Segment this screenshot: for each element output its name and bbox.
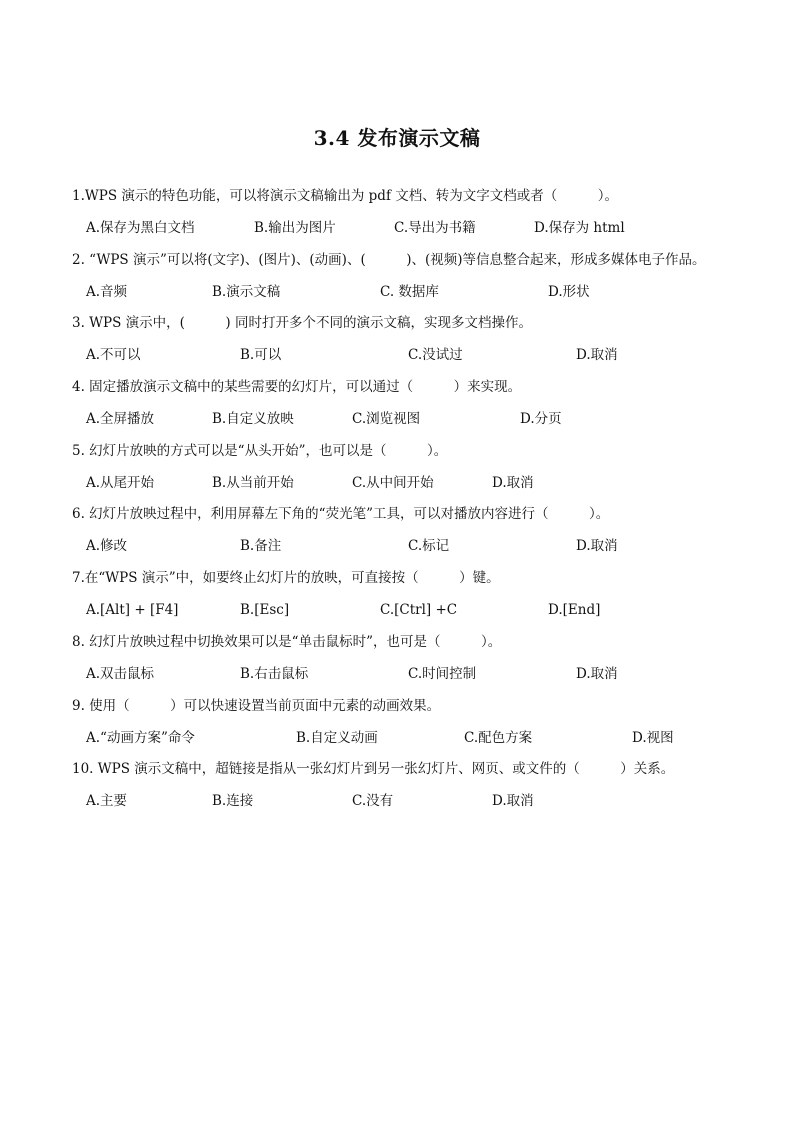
question-text: 10. WPS 演示文稿中，超链接是指从一张幻灯片到另一张幻灯片、网页、或文件的（ ）关系。: [72, 761, 675, 778]
option-a: A.修改: [86, 538, 128, 555]
option-b: B.可以: [240, 347, 282, 364]
option-b: B.备注: [240, 538, 282, 555]
option-c: C.浏览视图: [352, 411, 421, 428]
option-d: D.保存为 html: [534, 220, 625, 236]
question-9: [72, 691, 722, 755]
option-a: A.[Alt] + [F4]: [86, 602, 179, 619]
option-a: A.主要: [86, 793, 128, 810]
option-d: D.分页: [520, 411, 562, 428]
question-text: 5. 幻灯片放映的方式可以是“从头开始”，也可以是（ ）。: [72, 442, 448, 459]
option-a: A.不可以: [86, 347, 141, 364]
option-c: C. 数据库: [380, 283, 439, 300]
question-2: [72, 245, 722, 309]
option-d: D.取消: [576, 538, 618, 555]
page-title: 3.4 发布演示文稿: [313, 126, 481, 150]
option-c: C.标记: [408, 538, 450, 555]
question-text: 3. WPS 演示中，( ) 同时打开多个不同的演示文稿，实现多文档操作。: [72, 315, 532, 332]
question-text: 1.WPS 演示的特色功能，可以将演示文稿输出为 pdf 文档、转为文字文档或者（ ）。: [72, 188, 618, 204]
option-d: D.取消: [576, 665, 618, 682]
question-text: 2. “WPS 演示”可以将(文字)、(图片)、(动画)、( )、(视频)等信息整合起来，形成多媒体电子作品。: [72, 251, 706, 268]
question-text: 8. 幻灯片放映过程中切换效果可以是“单击鼠标时”，也可是（ ）。: [72, 633, 502, 650]
option-c: C.从中间开始: [352, 474, 434, 491]
question-8: [72, 627, 722, 691]
option-d: D.取消: [576, 347, 618, 364]
question-list: [72, 181, 722, 818]
question-text: 7.在“WPS 演示”中，如要终止幻灯片的放映，可直接按（ ）键。: [72, 570, 500, 587]
option-d: D.取消: [492, 793, 534, 810]
option-b: B.自定义放映: [212, 411, 294, 428]
option-c: C.[Ctrl] +C: [380, 602, 458, 619]
option-d: D.形状: [548, 283, 590, 300]
question-7: [72, 563, 722, 627]
option-a: A.全屏播放: [86, 411, 155, 428]
option-d: D.[End]: [548, 602, 601, 619]
question-3: [72, 308, 722, 372]
question-4: [72, 372, 722, 436]
question-5: [72, 436, 722, 500]
option-b: B.演示文稿: [212, 283, 281, 300]
option-b: B.右击鼠标: [240, 665, 309, 682]
option-b: B.输出为图片: [254, 220, 336, 236]
option-d: D.视图: [632, 729, 674, 746]
option-b: B.从当前开始: [212, 474, 294, 491]
question-10: [72, 754, 722, 818]
option-c: C.配色方案: [464, 729, 533, 746]
option-a: A.保存为黑白文档: [86, 220, 195, 236]
option-a: A.从尾开始: [86, 474, 155, 491]
option-b: B.[Esc]: [240, 602, 290, 619]
question-6: [72, 499, 722, 563]
question-text: 9. 使用（ ）可以快速设置当前页面中元素的动画效果。: [72, 697, 441, 714]
option-b: B.连接: [212, 793, 254, 810]
option-d: D.取消: [492, 474, 534, 491]
question-text: 4. 固定播放演示文稿中的某些需要的幻灯片，可以通过（ ）来实现。: [72, 379, 522, 396]
option-c: C.没有: [352, 793, 394, 810]
question-text: 6. 幻灯片放映过程中，利用屏幕左下角的“荧光笔”工具，可以对播放内容进行（ ）。: [72, 506, 610, 523]
option-c: C.没试过: [408, 347, 463, 364]
option-c: C.导出为书籍: [394, 220, 476, 236]
option-c: C.时间控制: [408, 665, 477, 682]
option-b: B.自定义动画: [296, 729, 378, 746]
option-a: A.音频: [86, 283, 128, 300]
option-a: A.“动画方案”命令: [86, 729, 195, 746]
option-a: A.双击鼠标: [86, 665, 155, 682]
question-1: [72, 181, 722, 245]
